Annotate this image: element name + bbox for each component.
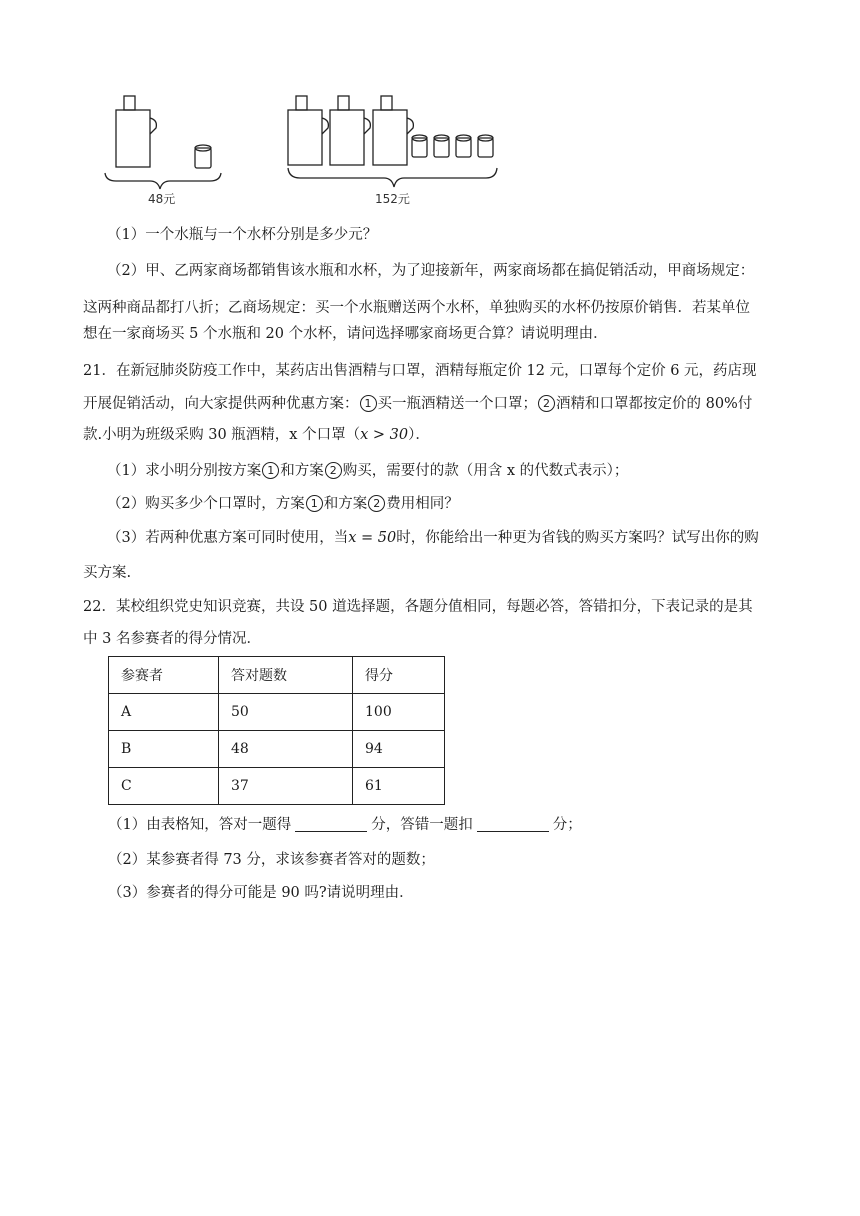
table-header-cell: 答对题数	[219, 657, 353, 694]
circled-two: 2	[325, 462, 342, 479]
q21-part1	[0, 461, 860, 481]
table-cell: 94	[353, 731, 445, 768]
q20-part1: （1）一个水瓶与一个水杯分别是多少元？	[107, 227, 378, 243]
table-cell: 37	[219, 768, 353, 805]
q21-part3	[0, 528, 860, 548]
q22-part1-c: 分；	[552, 817, 582, 833]
q21-number: 21．	[83, 363, 116, 379]
q22-number: 22．	[83, 599, 116, 615]
q21-part2	[0, 494, 860, 514]
table-cell: 50	[219, 694, 353, 731]
table-cell: C	[109, 768, 219, 805]
q21-text-line1: 在新冠肺炎防疫工作中，某药店出售酒精与口罩，酒精每瓶定价 12 元，口罩每个定价 6 元，药店现	[115, 363, 757, 379]
right-price-label: 152元	[375, 192, 410, 206]
q22-part1-b: 分，答错一题扣	[371, 817, 473, 833]
table-row	[109, 694, 445, 731]
circled-two: 2	[368, 495, 385, 512]
table-row	[109, 768, 445, 805]
q21-part1-b: 和方案	[280, 463, 324, 479]
q22-line1	[0, 597, 860, 617]
q21-part3-a: （3）若两种优惠方案可同时使用，当	[107, 530, 349, 546]
q21-line2-a: 开展促销活动，向大家提供两种优惠方案：	[83, 396, 359, 412]
q21-part3-line2: 买方案.	[83, 565, 132, 581]
q22-line2: 中 3 名参赛者的得分情况．	[83, 631, 261, 647]
q22-part1-a: （1）由表格知，答对一题得	[108, 817, 292, 833]
score-table	[108, 656, 445, 805]
q21-line2-b: 买一瓶酒精送一个口罩；	[377, 396, 537, 412]
circled-one: 1	[262, 462, 279, 479]
q22-part3: （3）参赛者的得分可能是 90 吗?请说明理由．	[108, 885, 414, 901]
q21-line3	[0, 425, 860, 445]
table-cell: 100	[353, 694, 445, 731]
q21-part2-b: 和方案	[323, 496, 368, 512]
q21-line2-c: 酒精和口罩都按定价的 80%付	[556, 396, 753, 412]
table-header-cell: 参赛者	[109, 657, 219, 694]
q21-part1-a: （1）求小明分别按方案	[107, 463, 262, 479]
q21-inequality: x > 30	[360, 427, 409, 443]
q22-part2: （2）某参赛者得 73 分，求该参赛者答对的题数；	[108, 852, 435, 868]
table-header-cell: 得分	[353, 657, 445, 694]
q21-line3-a: 款.小明为班级采购 30 瓶酒精，x 个口罩（	[83, 427, 361, 443]
circled-one: 1	[360, 395, 377, 412]
q21-line1	[0, 361, 860, 381]
table-cell: B	[109, 731, 219, 768]
table-cell: 61	[353, 768, 445, 805]
table-cell: 48	[219, 731, 353, 768]
q20-part2-line3: 想在一家商场买 5 个水瓶和 20 个水杯，请问选择哪家商场更合算？请说明理由．	[83, 326, 608, 342]
circled-one: 1	[306, 495, 323, 512]
table-row	[109, 731, 445, 768]
left-price-label: 48元	[148, 192, 176, 206]
q21-part2-a: （2）购买多少个口罩时，方案	[107, 496, 305, 512]
table-header-row	[109, 657, 445, 694]
table-cell: A	[109, 694, 219, 731]
q21-part2-c: 费用相同？	[386, 496, 459, 512]
q20-part2-line1: （2）甲、乙两家商场都销售该水瓶和水杯，为了迎接新年，两家商场都在搞促销活动，甲商场规定：	[107, 263, 755, 279]
q22-part1	[0, 815, 860, 835]
q21-part3-b: 时，你能给出一种更为省钱的购买方案吗？试写出你的购	[396, 530, 759, 546]
q21-part1-c: 购买，需要付的款（用含 x 的代数式表示）；	[342, 463, 629, 479]
q21-part3-equation: x = 50	[348, 530, 397, 546]
bottle-cup-figure	[100, 88, 520, 216]
q20-part2-line2: 这两种商品都打八折；乙商场规定：买一个水瓶赠送两个水杯，单独购买的水杯仍按原价销售．若某单位	[83, 300, 750, 316]
q21-line2	[0, 394, 860, 414]
q22-text-line1: 某校组织党史知识竞赛，共设 50 道选择题，各题分值相同，每题必答，答错扣分，下表记录的是其	[115, 599, 753, 615]
answer-blank-correct[interactable]	[295, 817, 367, 832]
q21-line3-b: ）．	[408, 427, 430, 443]
answer-blank-wrong[interactable]	[477, 817, 549, 832]
circled-two: 2	[538, 395, 555, 412]
